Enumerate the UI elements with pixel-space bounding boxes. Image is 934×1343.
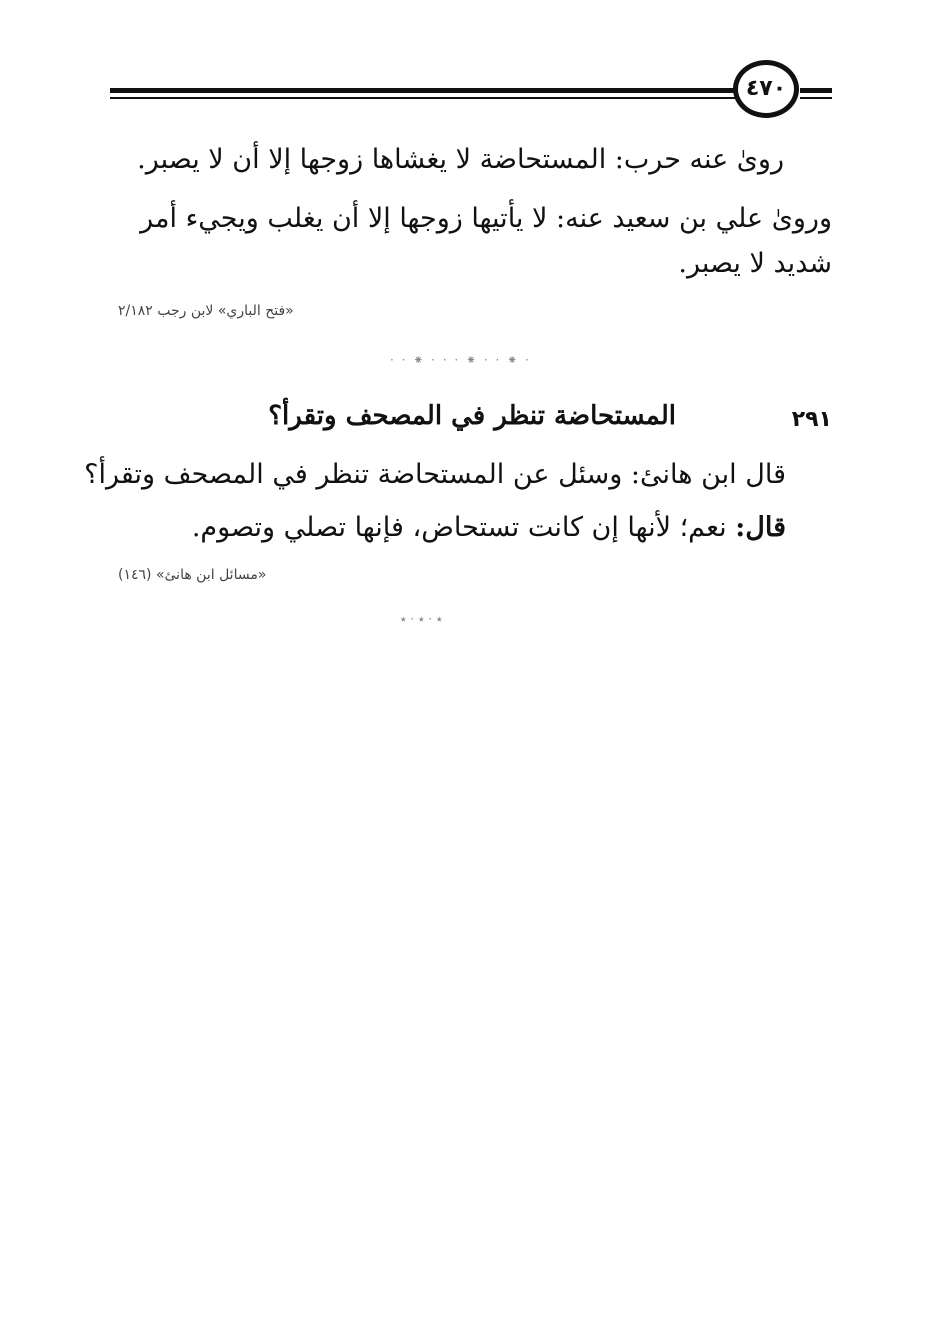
section2-line1: قال ابن هانئ: وسئل عن المستحاضة تنظر في المصحف وتقرأ؟ xyxy=(84,459,786,490)
entry-title: المستحاضة تنظر في المصحف وتقرأ؟ xyxy=(268,401,676,431)
entry-number: ٢٩١ xyxy=(791,407,832,432)
header-rule xyxy=(110,88,735,93)
section1-line2: وروىٰ علي بن سعيد عنه: لا يأتيها زوجها إلا أن يغلب ويجيء أمر xyxy=(140,203,832,234)
header-rule-thin xyxy=(110,97,735,99)
section2-source: «مسائل ابن هانئ» (١٤٦) xyxy=(118,567,267,583)
section1-source: «فتح الباري» لابن رجب ٢/١٨٢ xyxy=(118,303,294,319)
ornament-divider-1: · · ⁕ · · · ⁕ · · ⁕ · xyxy=(390,353,531,367)
header-rule-right xyxy=(800,88,832,93)
page-number-badge xyxy=(733,60,799,118)
page-number: ٤٧٠ xyxy=(745,76,787,101)
section1-line3: شديد لا يصبر. xyxy=(678,248,832,279)
header-rule-right-thin xyxy=(800,97,832,99)
qala-label: قال: xyxy=(735,512,786,543)
ornament-divider-2: ٭ · ٭ · ٭ xyxy=(400,612,443,626)
section2-line2-text: نعم؛ لأنها إن كانت تستحاض، فإنها تصلي وتصوم. xyxy=(191,512,736,543)
section1-line1: رویٰ عنه حرب: المستحاضة لا يغشاها زوجها إلا أن لا يصبر. xyxy=(137,144,784,175)
section2-line2 xyxy=(192,512,786,544)
